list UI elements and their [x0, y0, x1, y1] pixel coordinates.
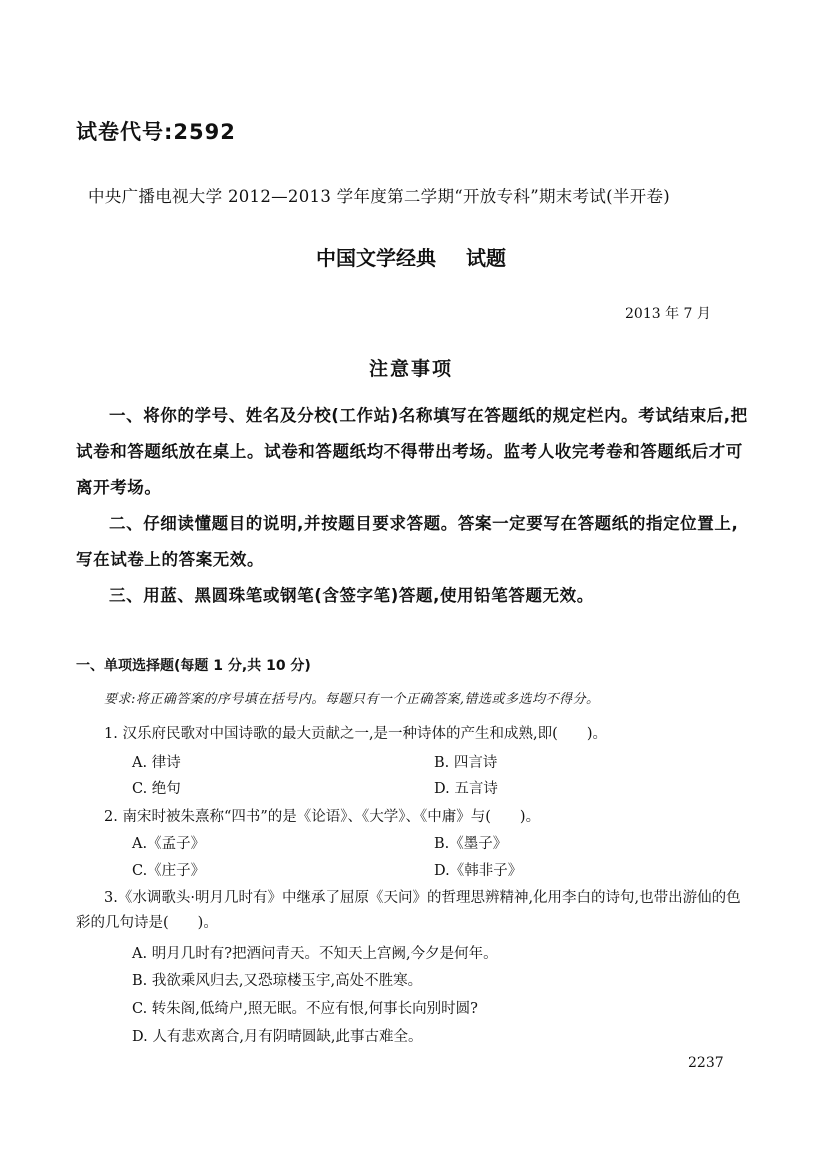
- title-main: 中国文学经典: [316, 246, 436, 270]
- question-3-option-d: D. 人有悲欢离合,月有阴晴圆缺,此事古难全。: [132, 1029, 423, 1045]
- question-2-option-c: C.《庄子》: [132, 863, 206, 879]
- question-1-option-b: B. 四言诗: [434, 755, 498, 771]
- notice-item-3: 三、用蓝、黑圆珠笔或钢笔(含签字笔)答题,使用铅笔答题无效。: [109, 586, 594, 605]
- question-2-option-a: A.《孟子》: [132, 836, 206, 852]
- paper-code: 试卷代号:2592: [76, 120, 236, 144]
- question-1-option-a: A. 律诗: [132, 755, 181, 771]
- exam-subtitle: 中央广播电视大学 2012—2013 学年度第二学期“开放专科”期末考试(半开卷): [88, 187, 671, 206]
- exam-title: [0, 242, 822, 271]
- question-3-option-a: A. 明月几时有?把酒问青天。不知天上宫阙,今夕是何年。: [132, 946, 498, 962]
- question-1-stem: 1. 汉乐府民歌对中国诗歌的最大贡献之一,是一种诗体的产生和成熟,即( )。: [104, 726, 607, 742]
- notice-heading: 注意事项: [368, 358, 453, 380]
- question-3-stem: 3.《水调歌头·明月几时有》中继承了屈原《天问》的哲理思辨精神,化用李白的诗句,也带出游仙的色彩的几句诗是( )。: [76, 890, 741, 931]
- section-requirement: 要求:将正确答案的序号填在括号内。每题只有一个正确答案,错选或多选均不得分。: [104, 692, 600, 707]
- question-3-option-c: C. 转朱阁,低绮户,照无眠。不应有恨,何事长向别时圆?: [132, 1001, 478, 1017]
- notice-item-1: 一、将你的学号、姓名及分校(工作站)名称填写在答题纸的规定栏内。考试结束后,把试卷和答题纸放在桌上。试卷和答题纸均不得带出考场。监考人收完考卷和答题纸后才可离开考场。: [76, 406, 748, 497]
- question-1-option-d: D. 五言诗: [434, 781, 498, 797]
- page-number: 2237: [688, 1055, 724, 1071]
- exam-date: 2013 年 7 月: [625, 306, 711, 322]
- question-3-option-b: B. 我欲乘风归去,又恐琼楼玉宇,高处不胜寒。: [132, 973, 423, 989]
- section-heading: 一、单项选择题(每题 1 分,共 10 分): [76, 658, 311, 674]
- question-2-option-d: D.《韩非子》: [434, 863, 523, 879]
- question-1-option-c: C. 绝句: [132, 781, 181, 797]
- title-suffix: 试题: [466, 246, 506, 270]
- question-2-option-b: B.《墨子》: [434, 836, 508, 852]
- question-2-stem: 2. 南宋时被朱熹称“四书”的是《论语》、《大学》、《中庸》与( )。: [104, 809, 541, 825]
- notice-item-2: 二、仔细读懂题目的说明,并按题目要求答题。答案一定要写在答题纸的指定位置上,写在试卷上的答案无效。: [76, 514, 739, 569]
